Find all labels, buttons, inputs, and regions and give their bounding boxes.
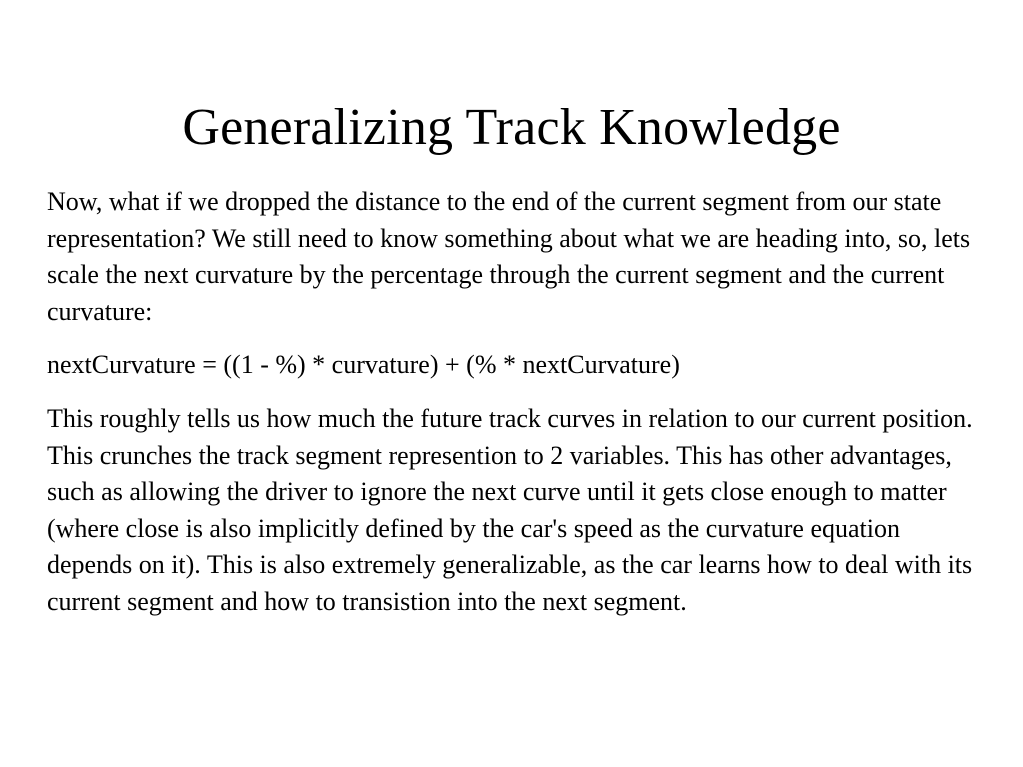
- slide-title: Generalizing Track Knowledge: [182, 99, 841, 156]
- formula-paragraph: nextCurvature = ((1 - %) * curvature) + (% * nextCurvature): [47, 350, 680, 380]
- explanation-paragraph: This roughly tells us how much the future track curves in relation to our current position. This crunches the track segment represention to 2 variables. This has other advantages, such as allowing the driver to ignore the next curve until it gets close enough to matter (where close is also implicitly defined by the car's speed as the curvature equation depends on it). This is also extremely generalizable, as the car learns how to deal with its current segment and how to transistion into the next segment.: [47, 403, 973, 616]
- intro-paragraph: Now, what if we dropped the distance to the end of the current segment from our state representation? We still need to know something about what we are heading into, so, lets scale the next curvature by the percentage through the current segment and the current curvature:: [47, 187, 971, 326]
- slide-body: [47, 184, 987, 621]
